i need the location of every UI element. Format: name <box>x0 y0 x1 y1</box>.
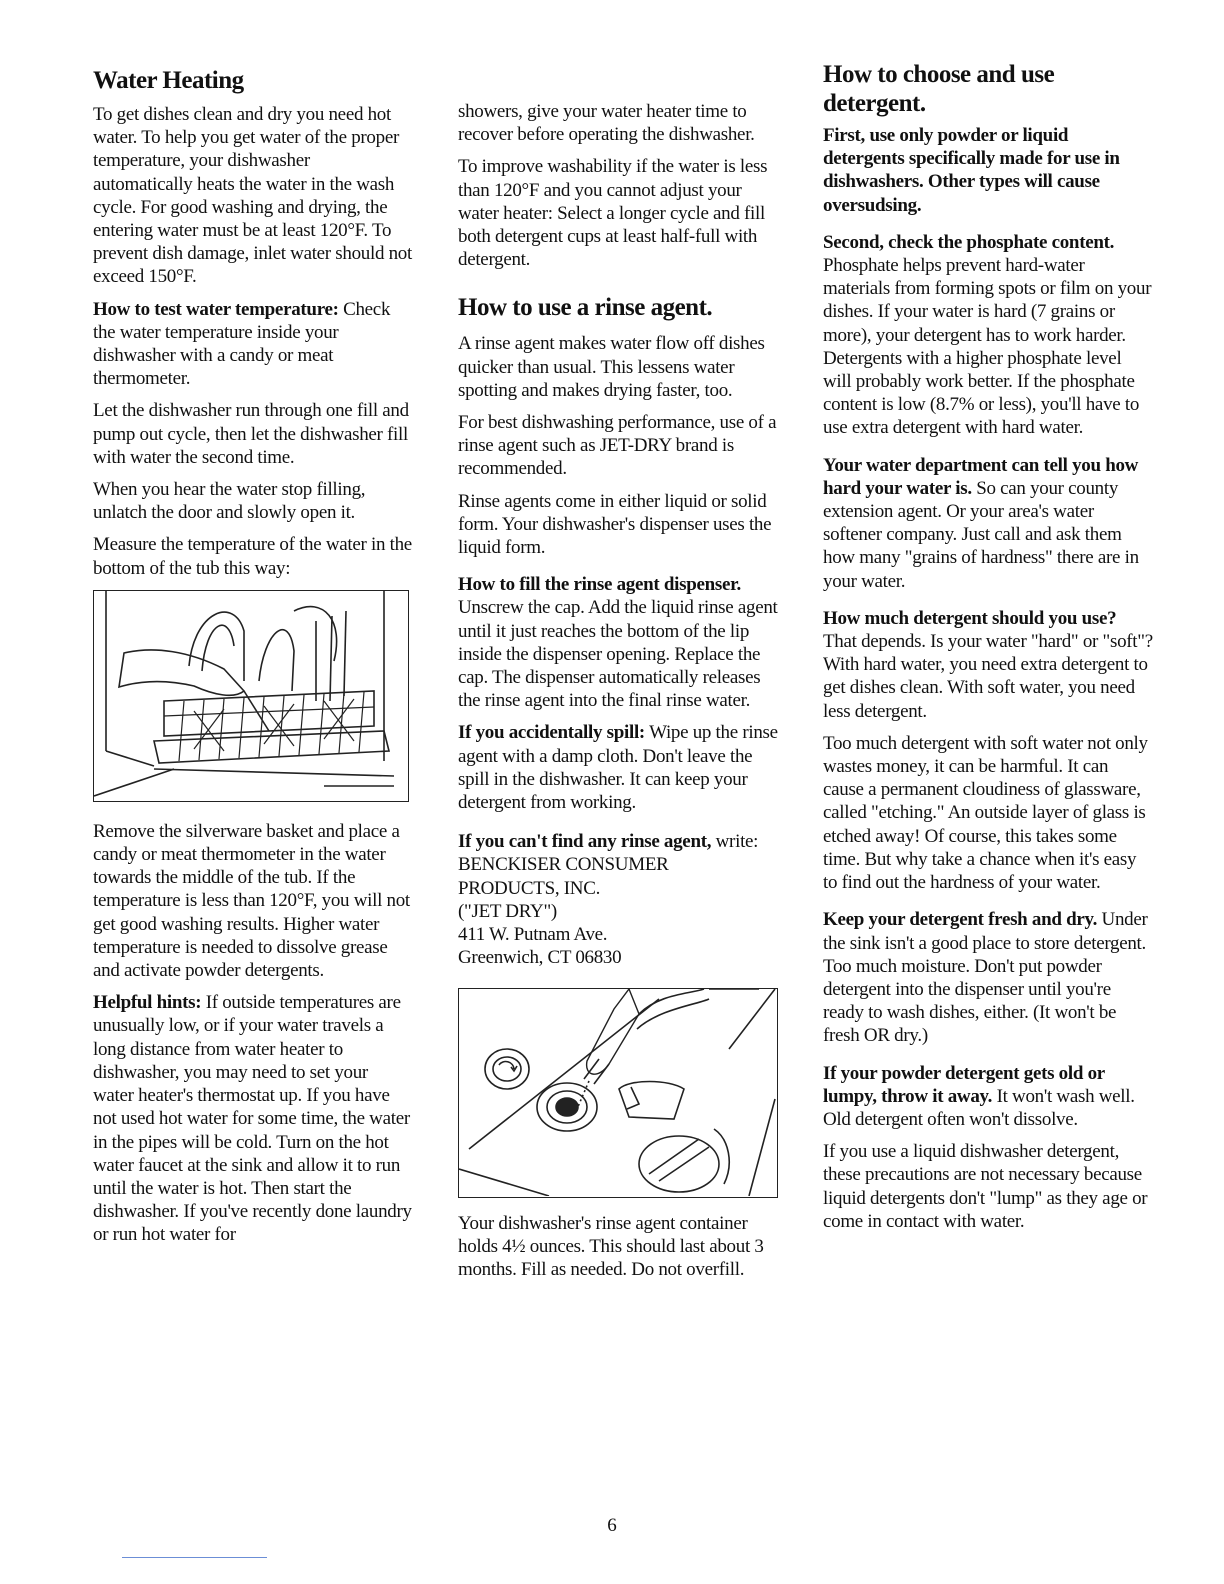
label-fill-dispenser: How to fill the rinse agent dispenser. <box>458 574 741 596</box>
paragraph-first-use-only <box>823 124 1153 217</box>
paragraph-old-lumpy: If your powder detergent gets old or lumpy, throw it away. It won't wash well. Old detergent often won't dissolve. <box>823 1062 1135 1130</box>
paragraph-open-door: When you hear the water stop filling, unlatch the door and slowly open it. <box>93 479 366 524</box>
label-water-department: Your water department can tell you how hard your water is. <box>823 454 1139 499</box>
paragraph-intro: To get dishes clean and dry you need hot water. To help you get water of the proper temperature, your dishwasher automatically heats the water in the wash cycle. For good washing and drying, the entering water must be at least 120°F. To prevent dish damage, inlet water should not exceed 150°F. <box>93 104 412 288</box>
heading-water-heating: Water Heating <box>93 67 244 94</box>
label-test-temperature: How to test water temperature: <box>93 298 339 320</box>
paragraph-phosphate: Second, check the phosphate content. Phosphate helps prevent hard-water materials from forming spots or film on your dishes. If your water is hard (7 grains or more), your detergent has to work harder. Detergents with a higher phosphate level will probably work better. If the phosphate content is low (8.7% or less), you'll have to use extra detergent with hard water. <box>823 231 1152 439</box>
label-phosphate: Second, check the phosphate content. <box>823 231 1115 253</box>
label-old-lumpy: If your powder detergent gets old or lumpy, throw it away. <box>823 1062 1105 1107</box>
page-number: 6 <box>607 1515 617 1536</box>
label-cant-find: If you can't find any rinse agent, <box>458 831 712 853</box>
address-line-1: BENCKISER CONSUMER <box>458 854 669 876</box>
label-keep-fresh: Keep your detergent fresh and dry. <box>823 909 1098 931</box>
paragraph-run-cycle: Let the dishwasher run through one fill and pump out cycle, then let the dishwasher fill with water the second time. <box>93 400 409 468</box>
paragraph-showers: showers, give your water heater time to recover before operating the dishwasher. <box>458 101 755 146</box>
label-first-use-only: First, use only powder or liquid detergents specifically made for use in dishwashers. Other types will cause oversudsing. <box>823 125 1120 216</box>
paragraph-how-much: How much detergent should you use? That depends. Is your water "hard" or "soft"? With hard water, you need extra detergent to get dishes clean. With soft water, you need less detergent. <box>823 607 1153 722</box>
address-line-5: Greenwich, CT 06830 <box>458 947 622 969</box>
paragraph-rinse-forms: Rinse agents come in either liquid or solid form. Your dishwasher's dispenser uses the liquid form. <box>458 490 772 559</box>
column-water-heating <box>93 66 413 1256</box>
paragraph-liquid-detergent: If you use a liquid dishwasher detergent, these precautions are not necessary because liquid detergents don't "lump" as they age or come in contact with water. <box>823 1141 1148 1232</box>
caption-rinse-container: Your dishwasher's rinse agent container holds 4½ ounces. This should last about 3 months. Fill as needed. Do not overfill. <box>458 1212 764 1280</box>
paragraph-improve-washability: To improve washability if the water is less than 120°F and you cannot adjust your water heater: Select a longer cycle and fill both detergent cups at least half-full with detergent. <box>458 156 768 271</box>
column-detergent <box>823 60 1153 1242</box>
paragraph-rinse-intro: A rinse agent makes water flow off dishes quicker than usual. This lessens water spotting and makes drying faster, too. <box>458 333 765 401</box>
label-accidental-spill: If you accidentally spill: <box>458 722 645 744</box>
address-line-3: ("JET DRY") <box>458 900 557 922</box>
paragraph-best-performance: For best dishwashing performance, use of a rinse agent such as JET-DRY brand is recommended. <box>458 412 777 480</box>
paragraph-keep-fresh: Keep your detergent fresh and dry. Under the sink isn't a good place to store detergent. Too much moisture. Don't put powder detergent into the dispenser until you're ready to wash dishes, either. (It won't be fresh OR dry.) <box>823 909 1148 1047</box>
address-line-4: 411 W. Putnam Ave. <box>458 924 608 946</box>
address-line-2: PRODUCTS, INC. <box>458 877 601 899</box>
heading-detergent: How to choose and use detergent. <box>823 61 1055 117</box>
paragraph-remove-basket: Remove the silverware basket and place a candy or meat thermometer in the water towards the middle of the tub. If the temperature is less than 120°F, you will not get good washing results. Higher water temperature is needed to dissolve grease and activate powder detergents. <box>93 820 410 982</box>
heading-rinse-agent: How to use a rinse agent. <box>458 294 713 322</box>
column-rinse-agent <box>458 100 778 1290</box>
paragraph-accidental-spill: If you accidentally spill: Wipe up the rinse agent with a damp cloth. Don't leave the spill in the dishwasher. It can keep your detergent from working. <box>458 722 778 814</box>
paragraph-cant-find: If you can't find any rinse agent, write: <box>458 831 759 853</box>
label-how-much: How much detergent should you use? <box>823 607 1117 629</box>
paragraph-test-temperature: How to test water temperature: Check the water temperature inside your dishwasher with a candy or meat thermometer. <box>93 298 391 390</box>
figure-rinse-dispenser-illustration <box>458 988 778 1198</box>
paragraph-water-department: Your water department can tell you how hard your water is. So can your county extension agent. Or your area's water softener company. Just call and ask them how many "grains of hardness" there are in your water. <box>823 454 1139 592</box>
paragraph-helpful-hints: Helpful hints: If outside temperatures are unusually low, or if your water travels a long distance from water heater to dishwasher, you may need to set your water heater's thermostat up. If you have not used hot water for some time, the water in the pipes will be cold. Turn on the hot water faucet at the sink and allow it to run until the water is hot. Then start the dishwasher. If you've recently done laundry or run hot water for <box>93 992 412 1246</box>
label-helpful-hints: Helpful hints: <box>93 992 202 1014</box>
paragraph-too-much: Too much detergent with soft water not only wastes money, it can be harmful. It can cause a permanent cloudiness of glassware, called "etching." An outside layer of glass is etched away! Of course, this takes some time. But why take a chance when it's easy to find out the hardness of your water. <box>823 732 1148 894</box>
paragraph-fill-dispenser: How to fill the rinse agent dispenser. Unscrew the cap. Add the liquid rinse agent until it just reaches the bottom of the lip inside the dispenser opening. Replace the cap. The dispenser automatically releases the rinse agent into the final rinse water. <box>458 574 778 712</box>
figure-dishwasher-rack-illustration <box>93 590 409 802</box>
footer-rule <box>122 1557 267 1558</box>
address-block <box>458 853 778 969</box>
paragraph-measure: Measure the temperature of the water in the bottom of the tub this way: <box>93 534 412 579</box>
